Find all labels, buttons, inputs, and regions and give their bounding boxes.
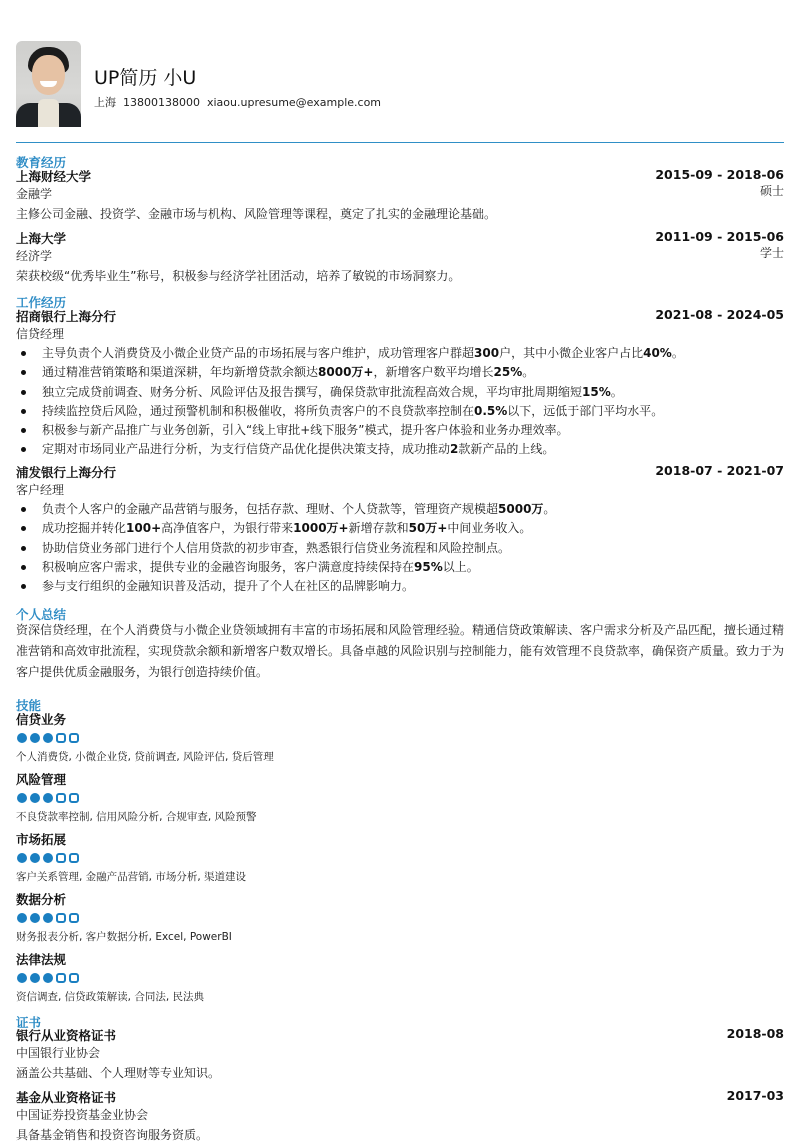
bullet-item: 独立完成贷前调查、财务分析、风险评估及报告撰写，确保贷款审批流程高效合规，平均审批周期缩短15%。 [16, 383, 784, 402]
bullet-item: 参与支行组织的金融知识普及活动，提升了个人在社区的品牌影响力。 [16, 577, 784, 596]
work-date: 2021-08 - 2024-05 [655, 307, 784, 322]
certificate-date: 2018-08 [726, 1026, 784, 1041]
filled-dot-icon [17, 793, 27, 803]
education-desc: 荣获校级“优秀毕业生”称号，积极参与经济学社团活动，培养了敏锐的市场洞察力。 [16, 269, 461, 283]
company-name: 浦发银行上海分行 [16, 465, 117, 480]
skill-keywords: 财务报表分析, 客户数据分析, Excel, PowerBI [16, 931, 232, 943]
contact-info [94, 94, 388, 110]
school-name: 上海大学 [16, 231, 67, 246]
empty-dot-icon [56, 733, 66, 743]
filled-dot-icon [17, 733, 27, 743]
certificate-desc: 涵盖公共基础、个人理财等专业知识。 [16, 1066, 221, 1080]
filled-dot-icon [30, 733, 40, 743]
company-name: 招商银行上海分行 [16, 309, 117, 324]
filled-dot-icon [30, 973, 40, 983]
education-date: 2015-09 - 2018-06 [655, 167, 784, 182]
skill-level-dots [17, 793, 784, 803]
skill-item [16, 710, 784, 770]
empty-dot-icon [56, 973, 66, 983]
job-role: 客户经理 [16, 483, 65, 497]
certificate-name: 基金从业资格证书 [16, 1090, 117, 1105]
certificate-name: 银行从业资格证书 [16, 1028, 117, 1043]
skill-keywords: 资信调查, 信贷政策解读, 合同法, 民法典 [16, 991, 205, 1003]
filled-dot-icon [43, 853, 53, 863]
summary-text: 资深信贷经理，在个人消费贷与小微企业贷领域拥有丰富的市场拓展和风险管理经验。精通信贷政策解读、客户需求分析及产品匹配，擅长通过精准营销和高效审批流程，实现贷款余额和新增客户数双增长。具备卓越的风险识别与控制能力，能有效管理不良贷款率，确保资产质量。致力于为客户提供优质金融服务，为银行创造持续价值。 [16, 623, 785, 679]
candidate-name: UP简历 小U [94, 67, 197, 89]
empty-dot-icon [56, 853, 66, 863]
degree: 硕士 [759, 184, 784, 198]
empty-dot-icon [56, 913, 66, 923]
bullet-item: 持续监控贷后风险，通过预警机制和积极催收，将所负责客户的不良贷款率控制在0.5%以下，远低于部门平均水平。 [16, 402, 784, 421]
header-divider [16, 142, 784, 143]
filled-dot-icon [30, 853, 40, 863]
bullet-item: 成功挖掘并转化100+高净值客户，为银行带来1000万+新增存款和50万+中间业务收入。 [16, 519, 784, 538]
city: 上海 [94, 96, 116, 109]
certificate-item [16, 1026, 784, 1084]
skill-item [16, 770, 784, 830]
skill-level-dots [17, 733, 784, 743]
bullet-item: 负责个人客户的金融产品营销与服务，包括存款、理财、个人贷款等，管理资产规模超5000万。 [16, 500, 784, 519]
filled-dot-icon [30, 913, 40, 923]
skill-name: 市场拓展 [16, 832, 67, 847]
bullet-item: 积极参与新产品推广与业务创新，引入“线上审批+线下服务”模式，提升客户体验和业务办理效率。 [16, 421, 784, 440]
certificate-item [16, 1088, 784, 1146]
certificate-issuer: 中国银行业协会 [16, 1046, 101, 1060]
job-role: 信贷经理 [16, 327, 65, 341]
phone: 13800138000 [123, 96, 200, 109]
work-item [16, 307, 784, 460]
major: 金融学 [16, 187, 53, 201]
work-bullets [16, 344, 784, 460]
empty-dot-icon [69, 793, 79, 803]
empty-dot-icon [69, 973, 79, 983]
skill-keywords: 个人消费贷, 小微企业贷, 贷前调查, 风险评估, 贷后管理 [16, 751, 274, 763]
skill-item [16, 950, 784, 1010]
email: xiaou.upresume@example.com [206, 96, 382, 109]
skill-level-dots [17, 853, 784, 863]
certificate-date: 2017-03 [726, 1088, 784, 1103]
section-title-certificates: 证书 [16, 1015, 42, 1030]
bullet-item: 主导负责个人消费贷及小微企业贷产品的市场拓展与客户维护，成功管理客户群超300户，其中小微企业客户占比40%。 [16, 344, 784, 363]
bullet-item: 通过精准营销策略和渠道深耕，年均新增贷款余额达8000万+，新增客户数平均增长25%。 [16, 363, 784, 382]
skill-item [16, 830, 784, 890]
section-title-summary: 个人总结 [16, 607, 67, 622]
education-desc: 主修公司金融、投资学、金融市场与机构、风险管理等课程，奠定了扎实的金融理论基础。 [16, 207, 497, 221]
skill-name: 数据分析 [16, 892, 67, 907]
section-title-work: 工作经历 [16, 295, 67, 310]
resume-header [16, 41, 784, 127]
education-item [16, 167, 784, 225]
education-date: 2011-09 - 2015-06 [655, 229, 784, 244]
section-title-education: 教育经历 [16, 155, 67, 170]
skill-name: 风险管理 [16, 772, 67, 787]
bullet-item: 协助信贷业务部门进行个人信用贷款的初步审查，熟悉银行信贷业务流程和风险控制点。 [16, 539, 784, 558]
avatar [16, 41, 81, 127]
skill-item [16, 890, 784, 950]
work-date: 2018-07 - 2021-07 [655, 463, 784, 478]
section-title-skills: 技能 [16, 698, 42, 713]
skill-level-dots [17, 973, 784, 983]
skill-name: 信贷业务 [16, 712, 67, 727]
filled-dot-icon [30, 793, 40, 803]
skills-list [16, 710, 784, 1010]
filled-dot-icon [17, 853, 27, 863]
skill-name: 法律法规 [16, 952, 67, 967]
work-item [16, 463, 784, 596]
certificate-issuer: 中国证券投资基金业协会 [16, 1108, 149, 1122]
filled-dot-icon [43, 733, 53, 743]
education-item [16, 229, 784, 287]
degree: 学士 [759, 246, 784, 260]
filled-dot-icon [43, 973, 53, 983]
skill-keywords: 客户关系管理, 金融产品营销, 市场分析, 渠道建设 [16, 871, 247, 883]
empty-dot-icon [69, 733, 79, 743]
school-name: 上海财经大学 [16, 169, 92, 184]
filled-dot-icon [17, 913, 27, 923]
bullet-item: 积极响应客户需求，提供专业的金融咨询服务，客户满意度持续保持在95%以上。 [16, 558, 784, 577]
empty-dot-icon [56, 793, 66, 803]
filled-dot-icon [43, 913, 53, 923]
certificate-desc: 具备基金销售和投资咨询服务资质。 [16, 1128, 209, 1142]
filled-dot-icon [17, 973, 27, 983]
empty-dot-icon [69, 913, 79, 923]
work-bullets [16, 500, 784, 596]
skill-level-dots [17, 913, 784, 923]
filled-dot-icon [43, 793, 53, 803]
bullet-item: 定期对市场同业产品进行分析，为支行信贷产品优化提供决策支持，成功推动2款新产品的上线。 [16, 440, 784, 459]
major: 经济学 [16, 249, 53, 263]
empty-dot-icon [69, 853, 79, 863]
skill-keywords: 不良贷款率控制, 信用风险分析, 合规审查, 风险预警 [16, 811, 257, 823]
